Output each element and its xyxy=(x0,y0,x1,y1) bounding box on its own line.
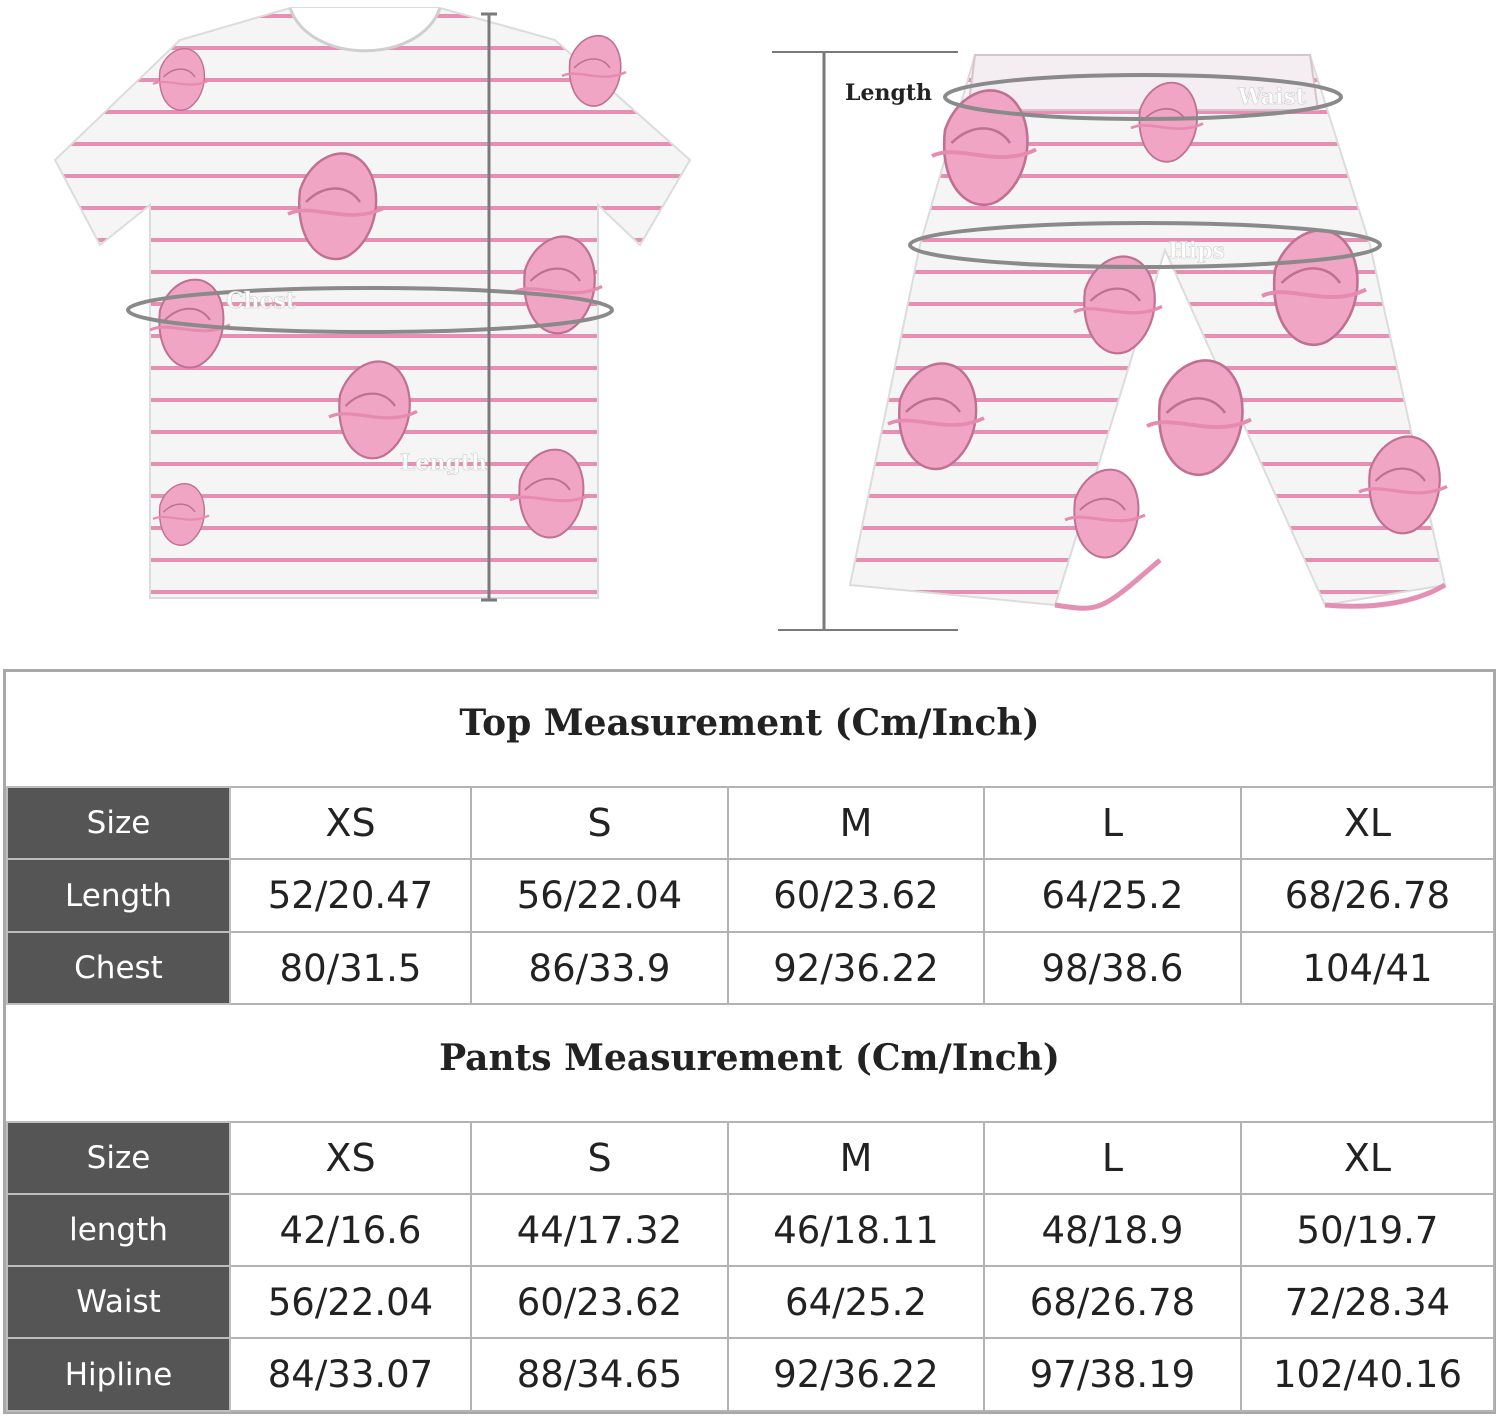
size-s-header: S xyxy=(471,787,728,859)
table-cell: 80/31.5 xyxy=(230,932,471,1004)
size-header-cell: Size xyxy=(7,787,230,859)
top-measurement-table xyxy=(6,786,1495,1005)
table-cell: 56/22.04 xyxy=(230,1266,471,1338)
table-header-row xyxy=(7,787,1494,859)
row-label-hipline: Hipline xyxy=(7,1338,230,1411)
top-table-title: Top Measurement (Cm/Inch) xyxy=(459,702,1040,744)
table-cell: 48/18.9 xyxy=(984,1194,1241,1266)
table-cell: 102/40.16 xyxy=(1241,1338,1494,1411)
top-length-label: Length xyxy=(400,450,488,476)
table-cell: 68/26.78 xyxy=(1241,859,1494,932)
size-m-header: M xyxy=(728,787,984,859)
garment-diagram xyxy=(0,0,1500,650)
pants-measurement-table xyxy=(6,1121,1495,1412)
table-row xyxy=(7,859,1494,932)
table-cell: 52/20.47 xyxy=(230,859,471,932)
table-header-row xyxy=(7,1122,1494,1194)
pants-table-title: Pants Measurement (Cm/Inch) xyxy=(439,1037,1060,1079)
table-cell: 92/36.22 xyxy=(728,932,984,1004)
table-cell: 86/33.9 xyxy=(471,932,728,1004)
size-xs-header: XS xyxy=(230,787,471,859)
size-xl-header: XL xyxy=(1241,787,1494,859)
size-xs-header: XS xyxy=(230,1122,471,1194)
table-cell: 84/33.07 xyxy=(230,1338,471,1411)
table-cell: 98/38.6 xyxy=(984,932,1241,1004)
table-cell: 68/26.78 xyxy=(984,1266,1241,1338)
shorts-illustration xyxy=(772,52,1447,630)
table-cell: 60/23.62 xyxy=(471,1266,728,1338)
row-label-length: Length xyxy=(7,859,230,932)
tshirt-illustration xyxy=(55,8,690,600)
chest-label: Chest xyxy=(226,288,297,314)
table-cell: 56/22.04 xyxy=(471,859,728,932)
size-header-cell: Size xyxy=(7,1122,230,1194)
size-l-header: L xyxy=(984,787,1241,859)
table-row xyxy=(7,1194,1494,1266)
pants-length-label: Length xyxy=(845,80,933,106)
size-s-header: S xyxy=(471,1122,728,1194)
size-l-header: L xyxy=(984,1122,1241,1194)
table-row xyxy=(7,1266,1494,1338)
table-cell: 97/38.19 xyxy=(984,1338,1241,1411)
table-row xyxy=(7,1338,1494,1411)
row-label-waist: Waist xyxy=(7,1266,230,1338)
table-cell: 92/36.22 xyxy=(728,1338,984,1411)
table-cell: 72/28.34 xyxy=(1241,1266,1494,1338)
size-chart xyxy=(3,669,1496,1414)
size-xl-header: XL xyxy=(1241,1122,1494,1194)
table-cell: 42/16.6 xyxy=(230,1194,471,1266)
hips-label: Hips xyxy=(1168,238,1225,264)
row-label-chest: Chest xyxy=(7,932,230,1004)
table-cell: 44/17.32 xyxy=(471,1194,728,1266)
table-cell: 64/25.2 xyxy=(984,859,1241,932)
size-m-header: M xyxy=(728,1122,984,1194)
table-cell: 88/34.65 xyxy=(471,1338,728,1411)
waist-label: Waist xyxy=(1238,84,1306,110)
table-cell: 46/18.11 xyxy=(728,1194,984,1266)
row-label-length: length xyxy=(7,1194,230,1266)
table-cell: 50/19.7 xyxy=(1241,1194,1494,1266)
table-cell: 60/23.62 xyxy=(728,859,984,932)
table-cell: 64/25.2 xyxy=(728,1266,984,1338)
table-cell: 104/41 xyxy=(1241,932,1494,1004)
table-row xyxy=(7,932,1494,1004)
